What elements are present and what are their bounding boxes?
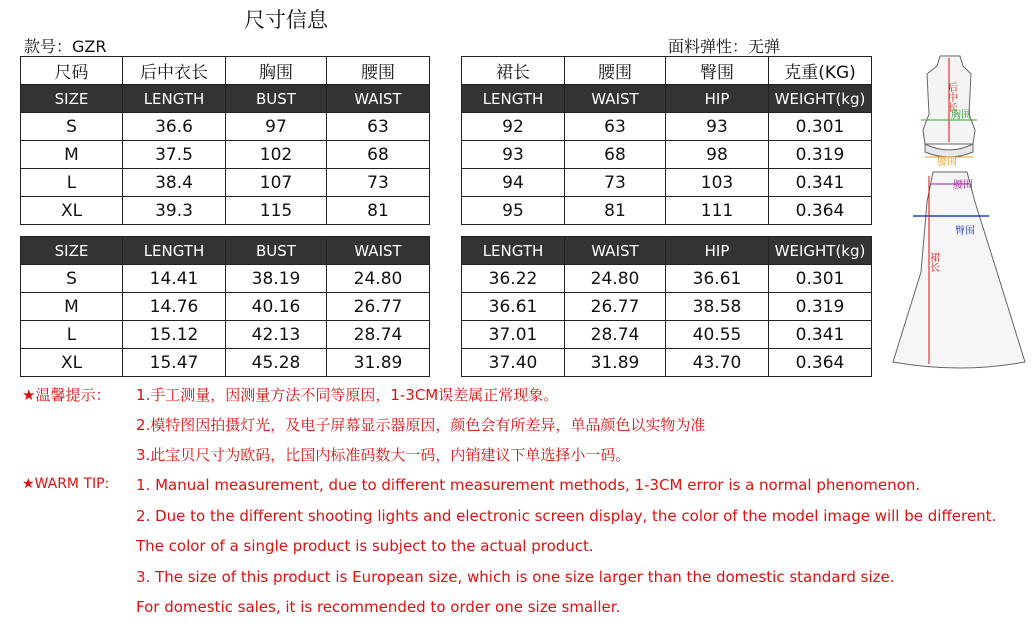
table-cell: 97 — [226, 113, 327, 141]
table-cell: 26.77 — [327, 293, 430, 321]
table-cell: 26.77 — [565, 293, 666, 321]
table-cell: 36.6 — [123, 113, 226, 141]
column-gap — [430, 197, 462, 225]
table-cell: 0.364 — [769, 197, 872, 225]
column-gap — [430, 349, 462, 377]
table-cell: 尺码 — [21, 57, 123, 85]
table-cell: WAIST — [565, 85, 666, 113]
table-cell: 后中衣长 — [123, 57, 226, 85]
table-cell: 38.4 — [123, 169, 226, 197]
column-gap — [430, 293, 462, 321]
table-cell: S — [21, 265, 123, 293]
table-row — [21, 113, 872, 141]
bust-label: 胸围 — [951, 110, 971, 121]
table-cell: 63 — [565, 113, 666, 141]
column-gap — [430, 321, 462, 349]
table-cell: WEIGHT(kg) — [769, 237, 872, 265]
table-cell: 臀围 — [666, 57, 769, 85]
table-cell: SIZE — [21, 237, 123, 265]
table-cell: 裙长 — [462, 57, 565, 85]
table-cell: 92 — [462, 113, 565, 141]
column-gap — [430, 169, 462, 197]
table-cell: 36.61 — [462, 293, 565, 321]
column-gap — [430, 57, 462, 85]
table-cell: 0.341 — [769, 169, 872, 197]
skirt-waist-label: 腰围 — [953, 180, 973, 191]
hip-label: 臀围 — [955, 226, 975, 237]
table-cell: WAIST — [327, 85, 430, 113]
table-cell: 95 — [462, 197, 565, 225]
table-cell: 0.301 — [769, 113, 872, 141]
table-cell: 38.19 — [226, 265, 327, 293]
table-cell: WAIST — [327, 237, 430, 265]
table-cell: 0.364 — [769, 349, 872, 377]
table-cell: 81 — [565, 197, 666, 225]
cn-tip-1: 1.手工测量，因测量方法不同等原因，1-3CM误差属正常现象。 — [136, 386, 559, 404]
column-gap — [430, 237, 462, 265]
table-cell: 42.13 — [226, 321, 327, 349]
table-cell: 107 — [226, 169, 327, 197]
en-tip-label: ★WARM TIP: — [22, 476, 110, 492]
table-cell: 81 — [327, 197, 430, 225]
table-cell: XL — [21, 197, 123, 225]
table-cell: HIP — [666, 237, 769, 265]
table-cell: 39.3 — [123, 197, 226, 225]
table-cell: WEIGHT(kg) — [769, 85, 872, 113]
table-cell: 36.22 — [462, 265, 565, 293]
table-cell: L — [21, 321, 123, 349]
table-cell: 63 — [327, 113, 430, 141]
table-cell: 14.41 — [123, 265, 226, 293]
table-cell: 68 — [327, 141, 430, 169]
en-tip-2b: The color of a single product is subject to the actual product. — [136, 537, 594, 555]
table-cell: 73 — [327, 169, 430, 197]
en-tip-2: 2. Due to the different shooting lights and electronic screen display, the color of the model image will be different. — [136, 507, 997, 525]
garment-measurement-figure — [885, 52, 1030, 377]
header-row-cn — [21, 57, 872, 85]
table-row — [21, 293, 872, 321]
table-cell: 38.58 — [666, 293, 769, 321]
en-tip-1: 1. Manual measurement, due to different measurement methods, 1-3CM error is a normal phenomenon. — [136, 476, 921, 494]
table-cell: HIP — [666, 85, 769, 113]
table-cell: 24.80 — [565, 265, 666, 293]
table-cell: 68 — [565, 141, 666, 169]
table-cell: 15.12 — [123, 321, 226, 349]
table-row — [21, 141, 872, 169]
table-cell: XL — [21, 349, 123, 377]
table-cell: BUST — [226, 237, 327, 265]
table-cell: 31.89 — [327, 349, 430, 377]
table-cell: 93 — [462, 141, 565, 169]
table-cell: BUST — [226, 85, 327, 113]
table-cell: 胸围 — [226, 57, 327, 85]
table-cell: M — [21, 141, 123, 169]
column-gap — [430, 265, 462, 293]
table-cell: 94 — [462, 169, 565, 197]
table-cell: 15.47 — [123, 349, 226, 377]
table-cell: LENGTH — [462, 85, 565, 113]
cn-tip-2: 2.模特图因拍摄灯光，及电子屏幕显示器原因，颜色会有所差异，单品颜色以实物为准 — [136, 416, 706, 434]
cn-tip-3: 3.此宝贝尺寸为欧码，比国内标准码数大一码，内销建议下单选择小一码。 — [136, 446, 631, 464]
table-cell: LENGTH — [123, 85, 226, 113]
header-row-en — [21, 237, 872, 265]
table-cell: 45.28 — [226, 349, 327, 377]
table-cell: SIZE — [21, 85, 123, 113]
garment-illustration — [885, 52, 1030, 377]
table-cell: 28.74 — [327, 321, 430, 349]
waist-label: 腰围 — [937, 157, 957, 168]
table-cell: LENGTH — [123, 237, 226, 265]
page-title: 尺寸信息 — [244, 8, 328, 32]
table-row — [21, 169, 872, 197]
table-cell: S — [21, 113, 123, 141]
table-cell: 37.40 — [462, 349, 565, 377]
table-cell: 43.70 — [666, 349, 769, 377]
table-cell: 0.319 — [769, 141, 872, 169]
table-cell: M — [21, 293, 123, 321]
table-cell: 37.5 — [123, 141, 226, 169]
table-cell: 40.16 — [226, 293, 327, 321]
table-cell: 111 — [666, 197, 769, 225]
top-length-label: 后中长 — [945, 82, 957, 112]
column-gap — [430, 113, 462, 141]
cn-tip-label: ★温馨提示： — [22, 386, 111, 404]
table-cell: 克重(KG) — [769, 57, 872, 85]
table-cell: 93 — [666, 113, 769, 141]
skirt-length-label: 裙长 — [927, 252, 939, 272]
table-cell: 腰围 — [565, 57, 666, 85]
table-cell: 103 — [666, 169, 769, 197]
table-cell: L — [21, 169, 123, 197]
table-cell: 40.55 — [666, 321, 769, 349]
table-cell: 腰围 — [327, 57, 430, 85]
column-gap — [430, 141, 462, 169]
table-cell: 37.01 — [462, 321, 565, 349]
en-tip-3: 3. The size of this product is European size, which is one size larger than the domestic standard size. — [136, 568, 895, 586]
table-cell: 31.89 — [565, 349, 666, 377]
table-cell: WAIST — [565, 237, 666, 265]
fabric-elasticity: 面料弹性：无弹 — [668, 37, 781, 56]
table-cell: 73 — [565, 169, 666, 197]
table-cell: 0.301 — [769, 265, 872, 293]
style-number: 款号：GZR — [24, 37, 107, 56]
table-row — [21, 321, 872, 349]
table-cell: 24.80 — [327, 265, 430, 293]
table-cell: LENGTH — [462, 237, 565, 265]
table-cell: 36.61 — [666, 265, 769, 293]
header-row-en — [21, 85, 872, 113]
en-tip-3b: For domestic sales, it is recommended to order one size smaller. — [136, 598, 621, 616]
size-table-inch — [20, 236, 872, 377]
table-cell: 0.319 — [769, 293, 872, 321]
table-row — [21, 349, 872, 377]
table-row — [21, 197, 872, 225]
table-cell: 98 — [666, 141, 769, 169]
table-row — [21, 265, 872, 293]
table-cell: 28.74 — [565, 321, 666, 349]
table-cell: 115 — [226, 197, 327, 225]
table-cell: 102 — [226, 141, 327, 169]
table-cell: 14.76 — [123, 293, 226, 321]
column-gap — [430, 85, 462, 113]
size-table-cm — [20, 56, 872, 225]
table-cell: 0.341 — [769, 321, 872, 349]
